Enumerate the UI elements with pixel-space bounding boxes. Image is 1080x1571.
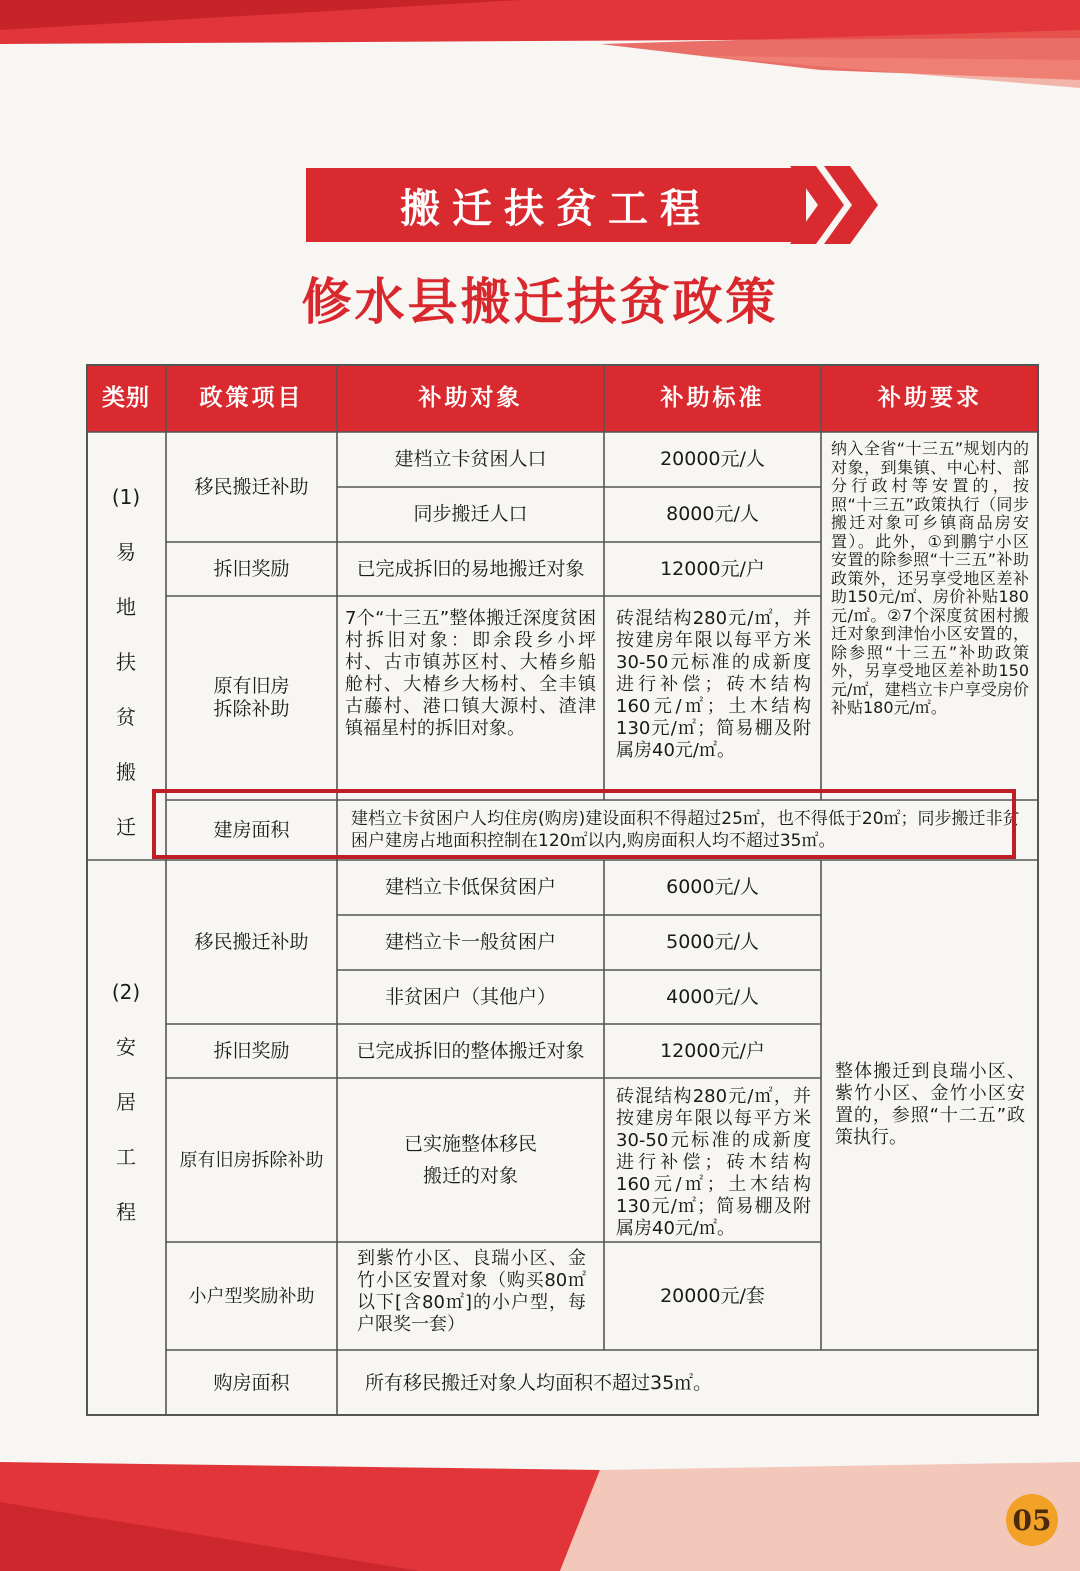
policy-item-cell: 小户型奖励补助 (188, 1285, 315, 1307)
standard-cell: 8000元/人 (666, 503, 759, 525)
category-char: 程 (116, 1200, 136, 1224)
standard-cell: 20000元/套 (660, 1284, 765, 1307)
standard-cell: 4000元/人 (666, 985, 759, 1008)
header-policy-item: 政策项目 (166, 364, 337, 432)
policy-item-cell: 拆旧奖励 (213, 1039, 290, 1062)
bottom-decorative-stripe (0, 1462, 1080, 1571)
target-cell: 建档立卡贫困人口 (394, 448, 547, 470)
target-cell: 已完成拆旧的整体搬迁对象 (356, 1039, 585, 1062)
top-decorative-stripe (0, 0, 1080, 90)
page-title: 修水县搬迁扶贫政策 (301, 273, 779, 331)
standard-cell: 12000元/户 (660, 557, 765, 580)
highlight-box (152, 789, 1016, 859)
standard-cell: 20000元/人 (660, 448, 765, 470)
page-number-badge: 05 (1006, 1494, 1058, 1546)
category-char: 搬 (116, 760, 136, 784)
policy-item-cell: 购房面积 (213, 1371, 290, 1394)
policy-item-cell: 原有旧房拆除补助 (213, 675, 290, 720)
category-char: 贫 (116, 705, 136, 729)
policy-item-cell: 拆旧奖励 (213, 557, 290, 580)
target-cell: 非贫困户（其他户） (384, 985, 556, 1008)
double-chevron-right-icon (790, 166, 880, 244)
category-char: (2) (111, 980, 141, 1004)
category-char: 地 (116, 595, 136, 619)
policy-item-cell: 移民搬迁补助 (194, 930, 309, 953)
target-cell: 7个“十三五”整体搬迁深度贫困村拆旧对象：即余段乡小坪村、古市镇苏区村、大椿乡船舱村、大椿乡大杨村、全丰镇古藤村、港口镇大源村、渣津镇福星村的拆旧对象。 (345, 608, 596, 739)
policy-item-cell: 建房面积 (213, 818, 290, 841)
section-banner (306, 168, 806, 242)
header-requirement: 补助要求 (821, 364, 1039, 432)
standard-cell: 砖混结构280元/㎡，并按建房年限以每平方米30-50元标准的成新度进行补偿；砖木结构160元/㎡；土木结构130元/㎡；简易棚及附属房40元/㎡。 (616, 1086, 811, 1239)
requirement-cell: 整体搬迁到良瑞小区、紫竹小区、金竹小区安置的，参照“十二五”政策执行。 (835, 1061, 1025, 1148)
category-char: 工 (116, 1145, 136, 1169)
policy-item-cell: 原有旧房拆除补助 (179, 1149, 324, 1171)
target-cell: 已实施整体移民搬迁的对象 (403, 1133, 537, 1187)
merged-content-cell: 建档立卡贫困户人均住房(购房)建设面积不得超过25㎡，也不得低于20㎡；同步搬迁非贫困户建房占地面积控制在120㎡以内,购房面积人均不超过35㎡。 (351, 809, 1020, 851)
requirement-cell: 纳入全省“十三五”规划内的对象，到集镇、中心村、部分行政村等安置的，按照“十三五”政策执行（同步搬迁对象可乡镇商品房安置）。此外，①到鹏宁小区安置的除参照“十三五”补助政策外，还另享受地区差补助150元/㎡、房价补贴180元/㎡。②7个深度贫困村搬迁对象到津怡小区安置的，除参照“十三五”补助政策外，另享受地区差补助150元/㎡，建档立卡户享受房价补贴180元/㎡。 (831, 439, 1029, 717)
category-char: 安 (116, 1035, 136, 1059)
standard-cell: 5000元/人 (666, 931, 759, 953)
standard-cell: 砖混结构280元/㎡，并按建房年限以每平方米30-50元标准的成新度进行补偿；砖木结构160元/㎡；土木结构130元/㎡；简易棚及附属房40元/㎡。 (616, 608, 811, 761)
header-category: 类别 (86, 364, 166, 432)
category-char: (1) (111, 485, 141, 509)
category-char: 居 (116, 1090, 136, 1114)
target-cell: 同步搬迁人口 (413, 503, 528, 525)
standard-cell: 12000元/户 (660, 1039, 765, 1062)
standard-cell: 6000元/人 (666, 876, 759, 898)
category-char: 迁 (116, 815, 136, 839)
merged-content-cell: 所有移民搬迁对象人均面积不超过35㎡。 (365, 1371, 713, 1394)
policy-table (86, 364, 1039, 1416)
header-target: 补助对象 (337, 364, 604, 432)
category-section2 (86, 860, 166, 1416)
target-cell: 到紫竹小区、良瑞小区、金竹小区安置对象（购买80㎡以下[含80㎡]的小户型，每户限奖一套） (357, 1248, 586, 1335)
target-cell: 已完成拆旧的易地搬迁对象 (356, 557, 585, 580)
target-cell: 建档立卡低保贫困户 (384, 876, 556, 898)
banner-label: 搬迁扶贫工程 (400, 185, 712, 232)
target-cell: 建档立卡一般贫困户 (384, 931, 556, 953)
category-char: 易 (116, 540, 136, 564)
header-standard: 补助标准 (604, 364, 821, 432)
policy-item-cell: 移民搬迁补助 (194, 475, 309, 498)
category-char: 扶 (116, 650, 136, 674)
